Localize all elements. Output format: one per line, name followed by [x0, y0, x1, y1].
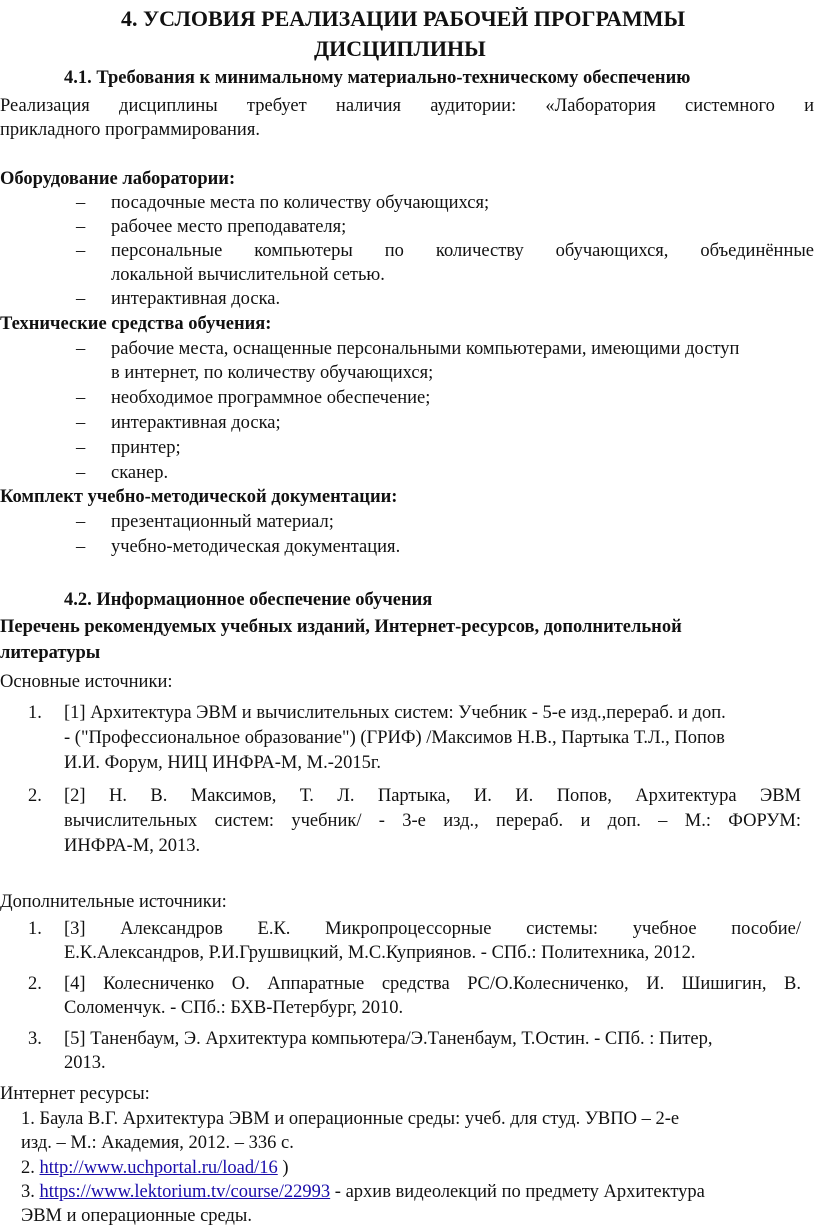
list-dash: –: [76, 289, 86, 309]
section-title-line2: ДИСЦИПЛИНЫ: [314, 36, 486, 61]
internet-resources-heading: Интернет ресурсы:: [0, 1084, 150, 1104]
list-item-number: 2.: [21, 1158, 40, 1178]
list-item: [21, 1156, 289, 1180]
list-item: сканер.: [111, 463, 169, 483]
list-item-continuation: И.И. Форум, НИЦ ИНФРА-М, М.-2015г.: [64, 753, 381, 773]
list-dash: –: [76, 193, 86, 213]
list-item: посадочные места по количеству обучающихся;: [111, 193, 490, 213]
list-item: интерактивная доска;: [111, 413, 281, 433]
list-item: рабочее место преподавателя;: [111, 217, 347, 237]
intro-paragraph-line2: прикладного программирования.: [0, 120, 260, 140]
list-dash: –: [76, 512, 86, 532]
uchportal-link[interactable]: http://www.uchportal.ru/load/16: [39, 1158, 278, 1178]
list-dash: –: [76, 413, 86, 433]
list-item: необходимое программное обеспечение;: [111, 388, 431, 408]
list-dash: –: [76, 463, 86, 483]
list-dash: –: [76, 241, 86, 261]
list-item: презентационный материал;: [111, 512, 334, 532]
list-item-continuation: вычислительных систем: учебник/ - 3-е изд., перераб. и доп. – М.: ФОРУМ:: [64, 811, 801, 831]
list-item: персональные компьютеры по количеству обучающихся, объединённые: [111, 241, 814, 261]
documentation-heading: Комплект учебно-методической документации:: [0, 487, 398, 507]
intro-paragraph-line1: Реализация дисциплины требует наличия аудитории: «Лаборатория системного и: [0, 96, 814, 116]
list-item: принтер;: [111, 438, 181, 458]
list-item: [4] Колесниченко О. Аппаратные средства PC/О.Колесниченко, И. Шишигин, В.: [64, 974, 801, 994]
list-item-text: ): [277, 1158, 289, 1178]
list-item: [21, 1180, 705, 1204]
subsection-4-2-heading: 4.2. Информационное обеспечение обучения: [64, 590, 433, 610]
list-item-continuation: ЭВМ и операционные среды.: [21, 1206, 252, 1226]
list-item: 1. Баула В.Г. Архитектура ЭВМ и операционные среды: учеб. для студ. УВПО – 2-е: [21, 1109, 680, 1129]
extra-sources-heading: Дополнительные источники:: [0, 892, 227, 912]
list-dash: –: [76, 217, 86, 237]
list-dash: –: [76, 339, 86, 359]
list-item-continuation: Е.К.Александров, Р.И.Грушвицкий, М.С.Куприянов. - СПб.: Политехника, 2012.: [64, 943, 696, 963]
list-number: 1.: [28, 703, 42, 723]
list-item: интерактивная доска.: [111, 289, 281, 309]
literature-heading-line2: литературы: [0, 643, 101, 663]
section-title-line1: 4. УСЛОВИЯ РЕАЛИЗАЦИИ РАБОЧЕЙ ПРОГРАММЫ: [121, 6, 686, 31]
list-item-number: 3.: [21, 1182, 40, 1202]
subsection-4-1-heading: 4.1. Требования к минимальному материально-техническому обеспечению: [64, 68, 691, 88]
list-item: [1] Архитектура ЭВМ и вычислительных систем: Учебник - 5-е изд.,перераб. и доп.: [64, 703, 726, 723]
list-item: [5] Таненбаум, Э. Архитектура компьютера/Э.Таненбаум, Т.Остин. - СПб. : Питер,: [64, 1029, 713, 1049]
list-item: учебно-методическая документация.: [111, 537, 401, 557]
lab-equipment-heading: Оборудование лаборатории:: [0, 169, 236, 189]
lektorium-link[interactable]: https://www.lektorium.tv/course/22993: [39, 1182, 331, 1202]
list-item-continuation: изд. – М.: Академия, 2012. – 336 с.: [21, 1133, 294, 1153]
list-number: 1.: [28, 919, 42, 939]
technical-means-heading: Технические средства обучения:: [0, 314, 272, 334]
list-item-continuation: 2013.: [64, 1053, 106, 1073]
literature-heading-line1: Перечень рекомендуемых учебных изданий, Интернет-ресурсов, дополнительной: [0, 617, 682, 637]
list-dash: –: [76, 537, 86, 557]
list-item-continuation: Соломенчук. - СПб.: БХВ-Петербург, 2010.: [64, 998, 404, 1018]
main-sources-heading: Основные источники:: [0, 672, 173, 692]
list-item-continuation: локальной вычислительной сетью.: [111, 265, 385, 285]
list-item-continuation: в интернет, по количеству обучающихся;: [111, 363, 434, 383]
list-item: [3] Александров Е.К. Микропроцессорные системы: учебное пособие/: [64, 919, 801, 939]
list-item-continuation: ИНФРА-М, 2013.: [64, 836, 201, 856]
list-number: 2.: [28, 974, 42, 994]
list-item-continuation: - ("Профессиональное образование") (ГРИФ) /Максимов Н.В., Партыка Т.Л., Попов: [64, 728, 725, 748]
list-item: рабочие места, оснащенные персональными компьютерами, имеющими доступ: [111, 339, 740, 359]
list-item-text: - архив видеолекций по предмету Архитектура: [330, 1182, 705, 1202]
list-dash: –: [76, 388, 86, 408]
list-number: 2.: [28, 786, 42, 806]
list-number: 3.: [28, 1029, 42, 1049]
list-item: [2] Н. В. Максимов, Т. Л. Партыка, И. И. Попов, Архитектура ЭВМ: [64, 786, 801, 806]
list-dash: –: [76, 438, 86, 458]
